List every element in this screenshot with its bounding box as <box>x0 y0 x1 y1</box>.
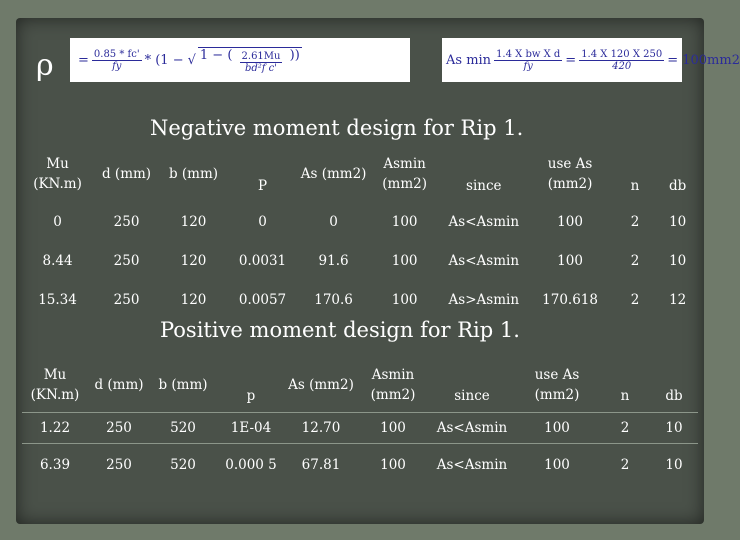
rho-formula-fraction-1 <box>92 49 142 72</box>
column-header: since <box>454 388 490 404</box>
column-header: db <box>669 178 687 194</box>
table-cell: 2 <box>630 213 640 230</box>
column-header: use As (mm2) <box>534 367 580 403</box>
rho-formula-sqrt <box>198 47 302 74</box>
table-cell: 10 <box>669 213 687 230</box>
column-header: use As (mm2) <box>547 156 593 192</box>
table-cell: As<Asmin <box>430 444 514 487</box>
rho-formula <box>70 38 410 82</box>
table-cell: 250 <box>113 252 140 269</box>
table-cell: 520 <box>150 444 216 487</box>
table-cell: 250 <box>88 444 150 487</box>
negative-moment-table <box>22 146 698 319</box>
table-header-row <box>22 358 698 413</box>
table-cell: 100 <box>514 413 600 444</box>
table-cell: 10 <box>650 413 698 444</box>
table-cell: 250 <box>88 413 150 444</box>
column-header: As (mm2) <box>300 166 367 182</box>
table-cell: As>Asmin <box>448 291 520 308</box>
table-cell: 10 <box>669 252 687 269</box>
table-cell: 12 <box>669 291 687 308</box>
table-cell: 15.34 <box>38 291 77 308</box>
table-cell: 520 <box>150 413 216 444</box>
table-cell: 250 <box>113 213 140 230</box>
negative-moment-title: Negative moment design for Rip 1. <box>150 116 524 140</box>
table-cell: 2 <box>600 413 650 444</box>
table-cell: As<Asmin <box>430 413 514 444</box>
column-header: b (mm) <box>168 166 219 182</box>
table-row <box>22 241 698 280</box>
table-cell: As<Asmin <box>448 252 520 269</box>
table-cell: 1E-04 <box>216 413 286 444</box>
table-cell: 100 <box>391 291 418 308</box>
column-header: Asmin (mm2) <box>382 156 427 192</box>
table-header-row <box>22 146 698 202</box>
table-cell: 10 <box>650 444 698 487</box>
asmin-formula <box>442 38 740 82</box>
table-row <box>22 444 698 487</box>
asmin-formula-numerator-2: 1.4 X 120 X 250 <box>581 48 663 60</box>
asmin-formula-numerator-1: 1.4 X bw X d <box>496 48 561 60</box>
table-cell: 100 <box>356 444 430 487</box>
column-header: As (mm2) <box>288 377 354 393</box>
column-header: since <box>466 178 502 194</box>
rho-formula-equals: = <box>78 52 89 68</box>
asmin-formula-equals: = <box>565 52 577 68</box>
table-row <box>22 202 698 241</box>
table-cell: 0.0031 <box>238 252 287 269</box>
asmin-formula-result: = 100mm2 <box>667 52 740 68</box>
table-cell: As<Asmin <box>448 213 520 230</box>
asmin-formula-denominator-2: 420 <box>612 60 632 72</box>
column-header: d (mm) <box>94 377 144 393</box>
table-cell: 2 <box>630 291 640 308</box>
column-header: n <box>630 178 640 194</box>
rho-formula-denominator-1: fy <box>112 60 122 72</box>
rho-formula-fraction-2 <box>240 51 283 74</box>
table-cell: 100 <box>557 213 583 230</box>
table-row <box>22 280 698 319</box>
rho-formula-mid: * (1 − <box>144 52 184 68</box>
table-row <box>22 413 698 444</box>
asmin-formula-fraction-1 <box>494 49 562 72</box>
column-header: Asmin (mm2) <box>370 367 416 403</box>
column-header: Mu (KN.m) <box>33 156 82 192</box>
rho-formula-numerator-2: 2.61Mu <box>241 50 281 62</box>
sqrt-icon: √ <box>187 52 196 68</box>
column-header: b (mm) <box>158 377 208 393</box>
table-cell: 0.0057 <box>238 291 287 308</box>
asmin-formula-denominator-1: fy <box>523 60 533 72</box>
table-cell: 0 <box>53 213 62 230</box>
column-header: Mu (KN.m) <box>30 367 80 403</box>
table-cell: 100 <box>514 444 600 487</box>
table-cell: 120 <box>180 213 207 230</box>
table-cell: 170.618 <box>542 291 598 308</box>
asmin-formula-lead: As min <box>446 52 492 68</box>
table-cell: 8.44 <box>42 252 73 269</box>
table-cell: 0.000 5 <box>216 444 286 487</box>
table-cell: 0 <box>329 213 338 230</box>
table-cell: 1.22 <box>22 413 88 444</box>
table-cell: 100 <box>391 252 418 269</box>
column-header: db <box>665 388 683 404</box>
table-cell: 91.6 <box>318 252 349 269</box>
column-header: p <box>246 388 256 404</box>
positive-moment-table <box>22 358 698 486</box>
asmin-formula-fraction-2 <box>579 49 664 72</box>
positive-moment-title: Positive moment design for Rip 1. <box>160 318 520 342</box>
table-cell: 120 <box>180 252 207 269</box>
rho-formula-sqrt-lead: 1 − ( <box>199 47 233 63</box>
table-cell: 250 <box>113 291 140 308</box>
table-cell: 67.81 <box>286 444 356 487</box>
table-cell: 100 <box>356 413 430 444</box>
table-cell: 2 <box>600 444 650 487</box>
table-cell: 100 <box>557 252 583 269</box>
column-header: n <box>620 388 630 404</box>
table-cell: 120 <box>180 291 207 308</box>
column-header: d (mm) <box>102 166 152 182</box>
table-cell: 100 <box>391 213 418 230</box>
rho-formula-numerator-1: 0.85 * fc' <box>93 48 140 60</box>
table-cell: 0 <box>258 213 267 230</box>
rho-formula-tail: )) <box>289 47 300 63</box>
rho-formula-denominator-2: bd²f c' <box>244 62 278 74</box>
column-header: P <box>257 178 268 194</box>
rho-symbol: ρ <box>36 48 54 83</box>
table-cell: 2 <box>630 252 640 269</box>
table-cell: 12.70 <box>286 413 356 444</box>
table-cell: 6.39 <box>22 444 88 487</box>
table-cell: 170.6 <box>314 291 353 308</box>
